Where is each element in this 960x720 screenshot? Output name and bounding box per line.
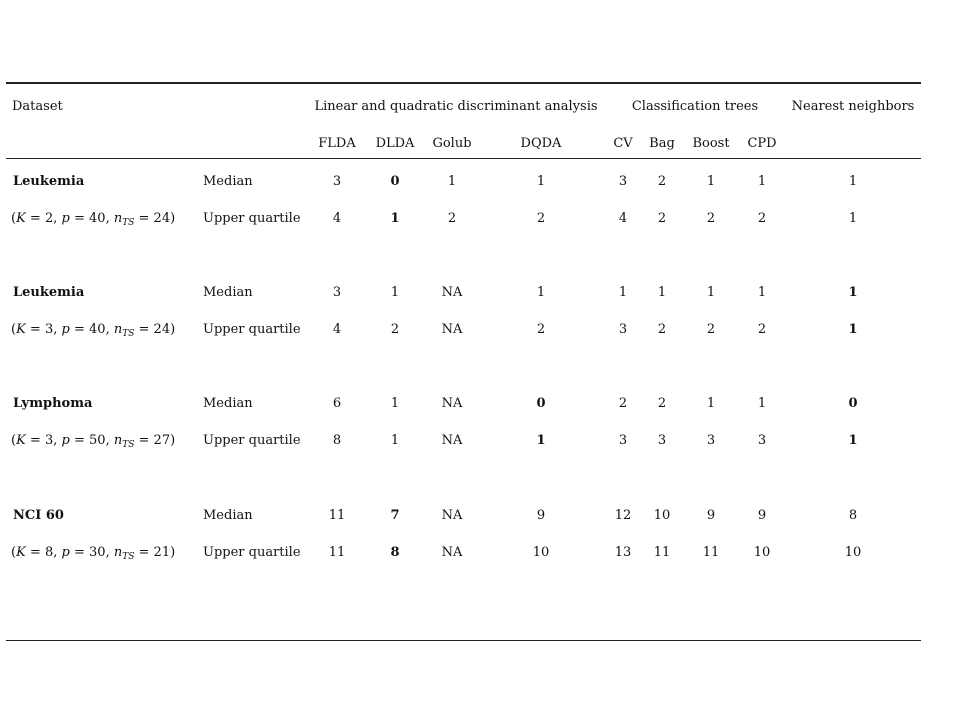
stat-label: Upper quartile (203, 545, 301, 560)
table-cell: 2 (536, 322, 546, 337)
table-cell: 1 (447, 174, 457, 189)
stat-label: Upper quartile (203, 211, 301, 226)
dataset-parameters: (K = 2, p = 40, $n_{TS} = 24$) (11, 211, 176, 228)
table-cell: 1 (657, 285, 667, 300)
top-rule (6, 82, 921, 84)
dataset-parameters: (K = 8, p = 30, $n_{TS} = 21$) (11, 545, 176, 562)
param-p-value: 50 (89, 433, 106, 448)
table-cell: 2 (657, 211, 667, 226)
table-cell: 3 (706, 433, 716, 448)
table-cell: 2 (618, 396, 628, 411)
table-cell: 3 (618, 433, 628, 448)
table-cell: 1 (706, 285, 716, 300)
param-nts-value: 24 (153, 211, 171, 226)
table-cell: 1 (757, 174, 767, 189)
table-cell: NA (441, 396, 463, 411)
column-header-dqda: DQDA (520, 136, 562, 151)
param-p-value: 40 (89, 211, 106, 226)
table-cell: 13 (614, 545, 632, 560)
table-cell: 1 (848, 433, 858, 448)
column-header-flda: FLDA (318, 136, 356, 151)
table-cell: 1 (757, 396, 767, 411)
table-cell: 1 (536, 285, 546, 300)
table-cell: 11 (702, 545, 720, 560)
table-cell: 12 (614, 508, 632, 523)
column-header-golub: Golub (432, 136, 472, 151)
table-cell: 11 (328, 545, 346, 560)
table-cell: 1 (390, 396, 400, 411)
column-header-cv: CV (613, 136, 633, 151)
table-cell: 8 (390, 545, 400, 560)
table-cell: 2 (757, 211, 767, 226)
param-p-value: 40 (89, 322, 106, 337)
dataset-parameters: (K = 3, p = 40, $n_{TS} = 24$) (11, 322, 176, 339)
table-cell: 9 (536, 508, 546, 523)
table-cell: 3 (332, 174, 342, 189)
column-header-dlda: DLDA (375, 136, 415, 151)
table-cell: 11 (653, 545, 671, 560)
header-rule (6, 158, 921, 159)
table-cell: NA (441, 433, 463, 448)
table-cell: 1 (848, 285, 858, 300)
dataset-parameters: (K = 3, p = 50, $n_{TS} = 27$) (11, 433, 176, 450)
table-cell: 1 (706, 174, 716, 189)
table-cell: 4 (332, 211, 342, 226)
table-cell: 10 (753, 545, 771, 560)
table-cell: 2 (390, 322, 400, 337)
param-k-value: 8 (44, 545, 54, 560)
table-cell: 3 (618, 322, 628, 337)
param-k-value: 2 (44, 211, 54, 226)
param-k-value: 3 (44, 322, 54, 337)
dataset-name: Leukemia (13, 285, 85, 300)
table-cell: 3 (332, 285, 342, 300)
stat-label: Upper quartile (203, 433, 301, 448)
table-cell: 3 (757, 433, 767, 448)
table-cell: 1 (536, 433, 546, 448)
column-header-cpd: CPD (747, 136, 777, 151)
dataset-name: Lymphoma (13, 396, 93, 411)
table-cell: 9 (706, 508, 716, 523)
table-cell: 2 (536, 211, 546, 226)
param-p-value: 30 (89, 545, 106, 560)
table-cell: 4 (332, 322, 342, 337)
table-cell: 0 (390, 174, 400, 189)
stat-label: Median (203, 285, 253, 300)
table-cell: 2 (706, 322, 716, 337)
stat-label: Median (203, 174, 253, 189)
table-cell: 7 (390, 508, 400, 523)
header-dataset: Dataset (12, 99, 63, 114)
dataset-name: Leukemia (13, 174, 85, 189)
param-nts-value: 21 (153, 545, 171, 560)
header-group-linear: Linear and quadratic discriminant analysis (314, 99, 598, 114)
table-cell: 2 (657, 322, 667, 337)
table-cell: 10 (844, 545, 862, 560)
table-cell: 1 (706, 396, 716, 411)
table-cell: 2 (657, 396, 667, 411)
table-cell: 1 (848, 322, 858, 337)
table-cell: 1 (390, 433, 400, 448)
param-nts-value: 24 (153, 322, 171, 337)
table-cell: 2 (706, 211, 716, 226)
table-cell: 0 (848, 396, 858, 411)
table-cell: 3 (657, 433, 667, 448)
stat-label: Median (203, 508, 253, 523)
dataset-name: NCI 60 (13, 508, 64, 523)
table-cell: 9 (757, 508, 767, 523)
header-group-trees: Classification trees (631, 99, 759, 114)
table-cell: 10 (653, 508, 671, 523)
table-cell: 2 (657, 174, 667, 189)
table-cell: 1 (848, 174, 858, 189)
table-cell: 1 (390, 211, 400, 226)
table-cell: 0 (536, 396, 546, 411)
table-cell: 1 (757, 285, 767, 300)
table-cell: 11 (328, 508, 346, 523)
bottom-rule (6, 640, 921, 641)
table-cell: NA (441, 322, 463, 337)
table-cell: 2 (757, 322, 767, 337)
param-nts-value: 27 (153, 433, 171, 448)
table-cell: 1 (390, 285, 400, 300)
table-cell: 10 (532, 545, 550, 560)
header-group-nn: Nearest neighbors (791, 99, 915, 114)
column-header-bag: Bag (649, 136, 675, 151)
stat-label: Upper quartile (203, 322, 301, 337)
table-cell: 1 (618, 285, 628, 300)
table-cell: 8 (848, 508, 858, 523)
table-cell: 2 (447, 211, 457, 226)
table-cell: 1 (536, 174, 546, 189)
table-cell: 1 (848, 211, 858, 226)
table-cell: NA (441, 285, 463, 300)
column-header-boost: Boost (692, 136, 730, 151)
table-cell: 6 (332, 396, 342, 411)
stat-label: Median (203, 396, 253, 411)
table-cell: 3 (618, 174, 628, 189)
param-k-value: 3 (44, 433, 54, 448)
table-cell: 8 (332, 433, 342, 448)
table-cell: NA (441, 545, 463, 560)
table-cell: 4 (618, 211, 628, 226)
table-cell: NA (441, 508, 463, 523)
